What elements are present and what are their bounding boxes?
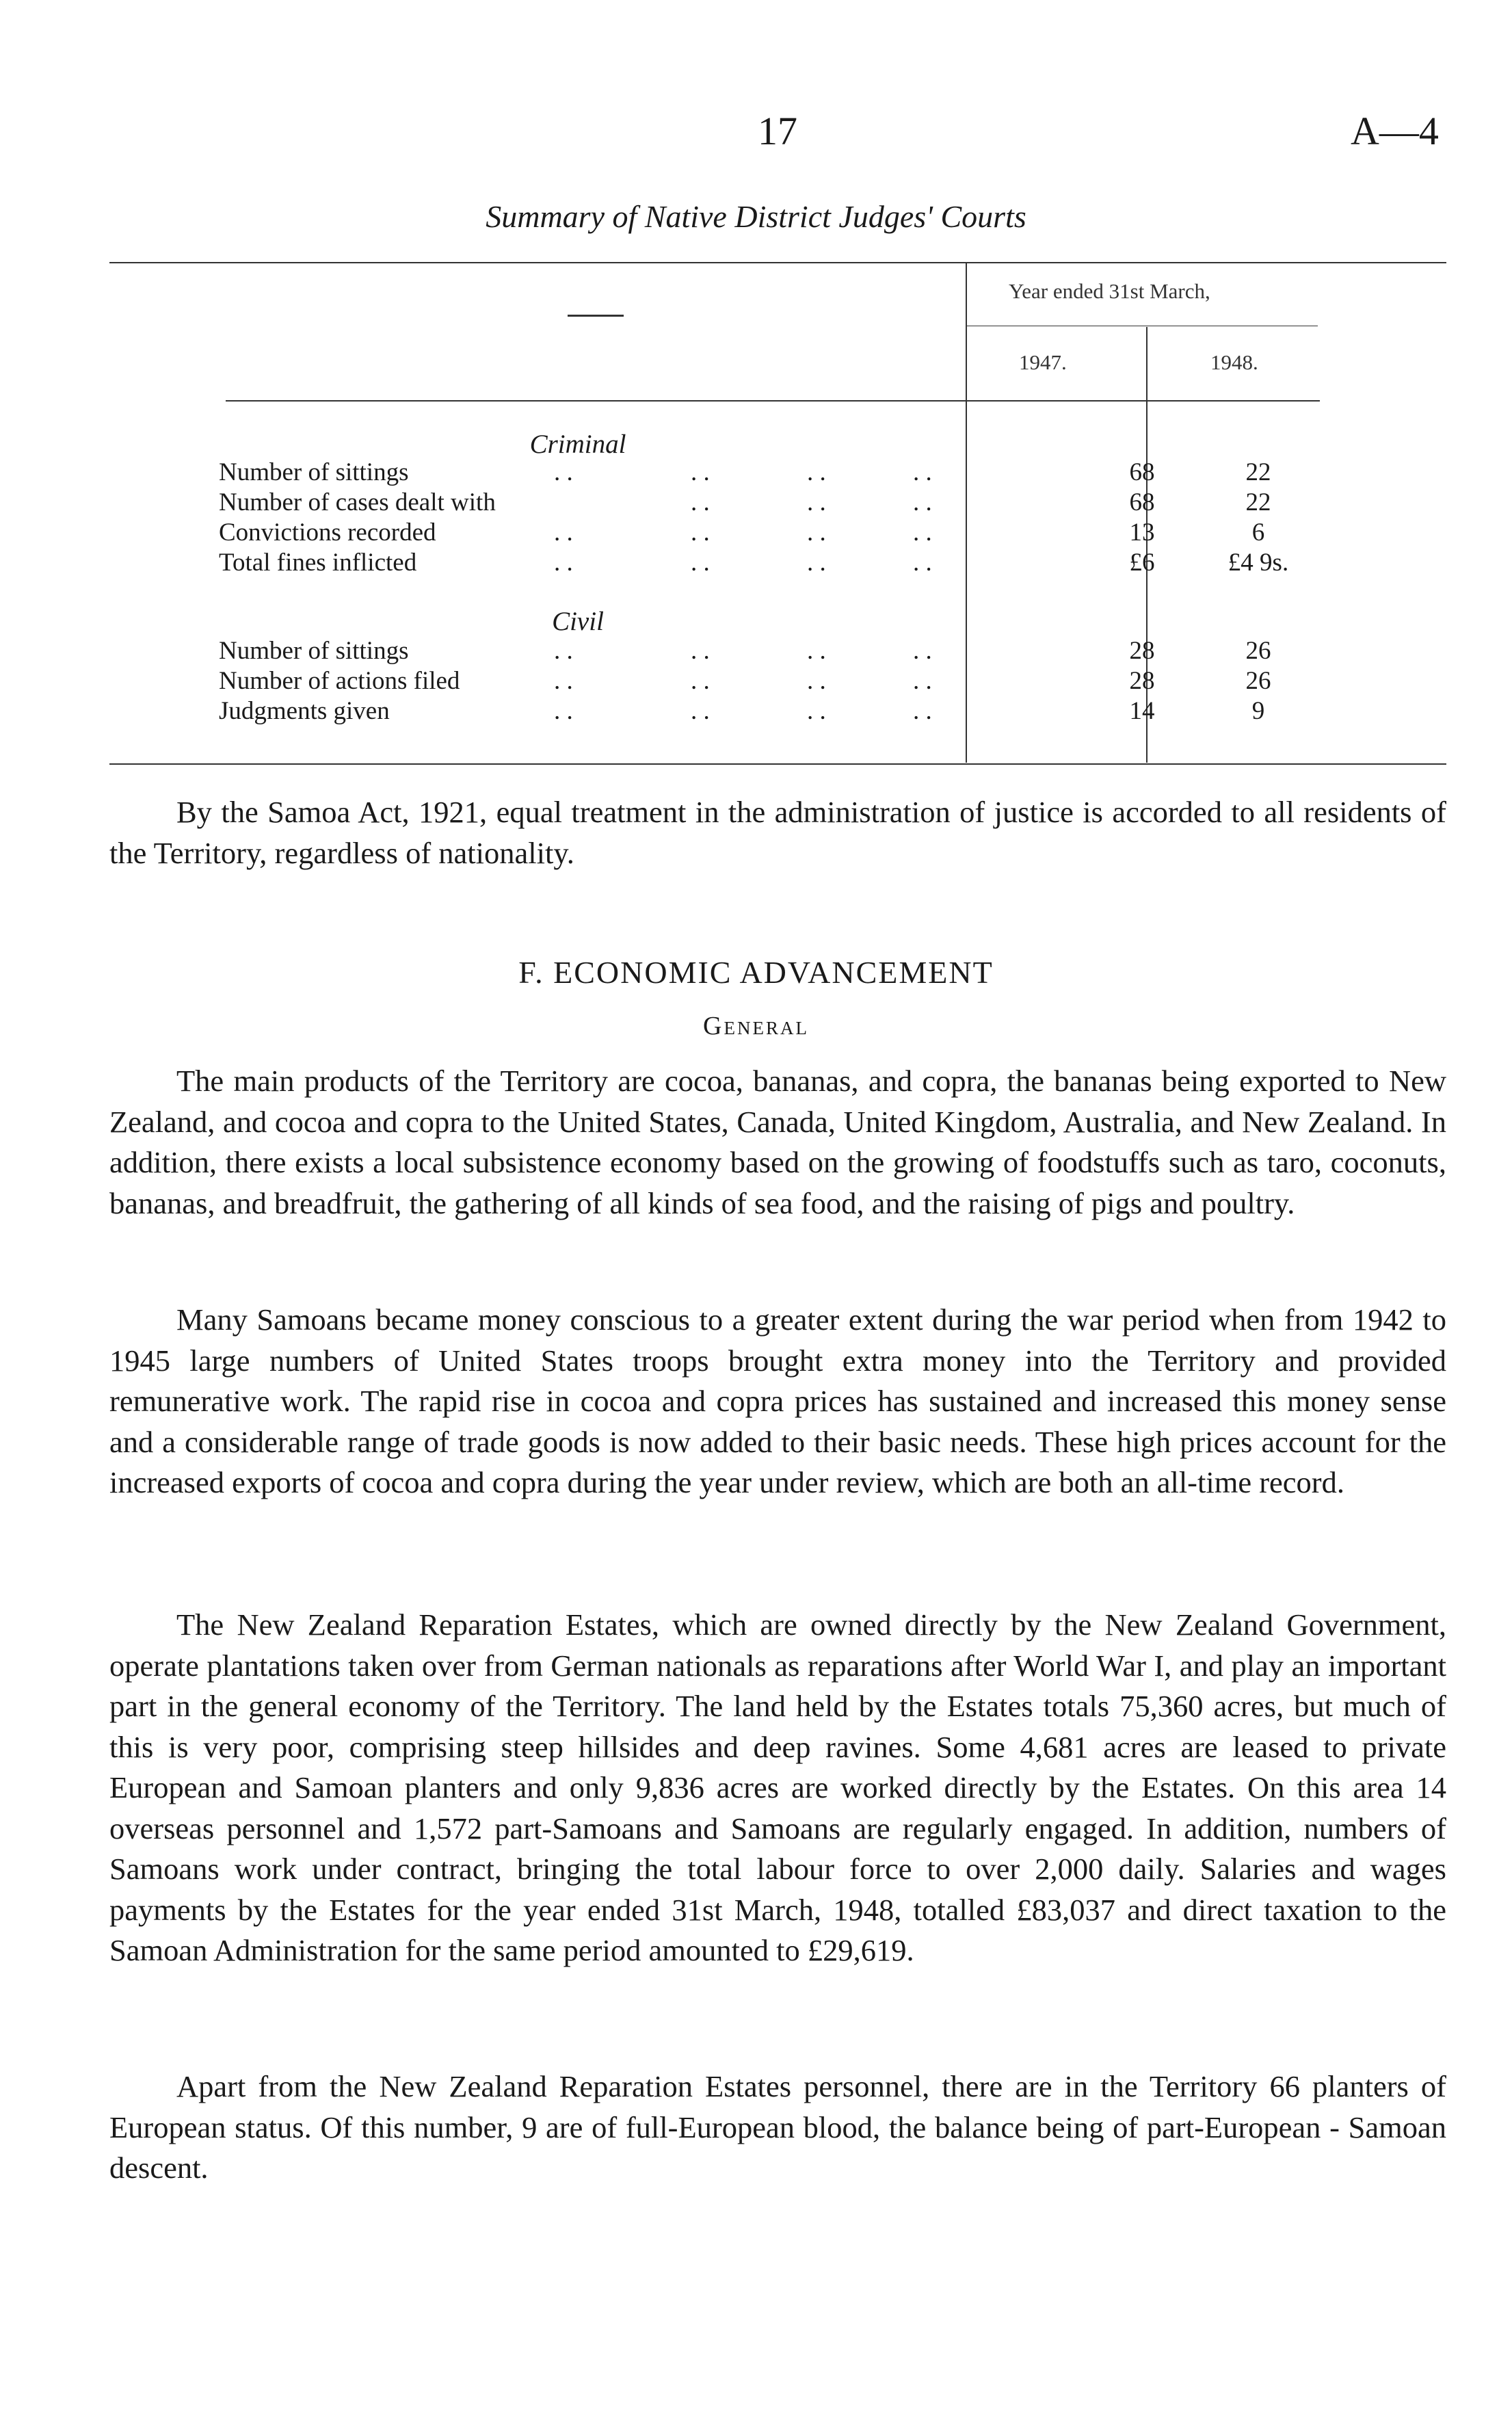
column-header-1948: 1948. xyxy=(1210,350,1258,374)
row-label: Judgments given xyxy=(219,697,390,725)
subsection-heading: General xyxy=(703,1012,809,1040)
value-1947: 68 xyxy=(1129,458,1155,486)
value-1948: 26 xyxy=(1245,667,1271,695)
value-1947: 13 xyxy=(1129,518,1155,547)
table-row: Convictions recorded . . . . . . . . 13 6 xyxy=(219,516,1354,549)
table-row: Total fines inflicted . . . . . . . . £6 £4 9s. xyxy=(219,547,1354,579)
group-title-criminal: Criminal xyxy=(529,430,626,459)
stub-header-dash xyxy=(568,315,624,317)
table-caption: Summary of Native District Judges' Courts xyxy=(486,199,1026,234)
intro-paragraph: By the Samoa Act, 1921, equal treatment in the administration of justice is accorded to all residents of the Territory, regardless of nationality. xyxy=(109,795,1446,870)
value-1947: 14 xyxy=(1129,697,1155,725)
value-1947: £6 xyxy=(1129,549,1155,577)
spanner-header: Year ended 31st March, xyxy=(1009,279,1210,303)
paragraph-products: The main products of the Territory are cocoa, bananas, and copra, the bananas being exported to New Zealand, and cocoa and copra to the United States, Canada, United Kingdom, Australia, and New Zealand. In addition, there exists a local subsistence economy based on the growing of foodstuffs such as taro, coconuts, bananas, and breadfruit, the gathering of all kinds of sea food, and the raising of pigs and poultry. xyxy=(109,1064,1446,1220)
column-header-1947: 1947. xyxy=(1019,350,1067,374)
value-1947: 28 xyxy=(1129,667,1155,695)
row-label: Number of cases dealt with xyxy=(219,488,496,516)
row-label: Number of sittings xyxy=(219,637,409,665)
table-bottom-rule xyxy=(109,763,1446,765)
page-number: 17 xyxy=(758,109,797,153)
value-1948: 6 xyxy=(1251,518,1265,547)
value-1948: 9 xyxy=(1251,697,1265,725)
paragraph-reparation-estates: The New Zealand Reparation Estates, which are owned directly by the New Zealand Government, operate plantations taken over from German nationals as reparations after World War I, and play an important part in the general economy of the Territory. The land held by the Estates totals 75,360 acres, but much of this is very poor, comprising steep hillsides and deep ravines. Some 4,681 acres are leased to private European and Samoan planters and only 9,836 acres are worked directly by the Estates. On this area 14 overseas personnel and 1,572 part-Samoans and Samoans are regularly engaged. In addition, numbers of Samoans work under contract, bringing the total labour force to over 2,000 daily. Salaries and wages payments by the Estates for the year ended 31st March, 1948, totalled £83,037 and direct taxation to the Samoan Administration for the same period amounted to £29,619. xyxy=(109,1607,1446,1967)
row-label: Convictions recorded xyxy=(219,518,436,547)
table-row: Number of actions filed . . . . . . . . 28 26 xyxy=(219,665,1354,698)
value-1947: 28 xyxy=(1129,637,1155,665)
row-label: Number of actions filed xyxy=(219,667,460,695)
value-1947: 68 xyxy=(1129,488,1155,516)
header-bottom-rule xyxy=(226,400,1320,402)
table-row: Number of cases dealt with . . . . . . 68 22 xyxy=(219,486,1354,519)
group-title-civil: Civil xyxy=(552,607,604,636)
table-row: Number of sittings . . . . . . . . 28 26 xyxy=(219,635,1354,668)
table-row: Judgments given . . . . . . . . 14 9 xyxy=(219,695,1354,728)
row-label: Number of sittings xyxy=(219,458,409,486)
row-label: Total fines inflicted xyxy=(219,549,417,577)
value-1948: 22 xyxy=(1245,458,1271,486)
paragraph-planters: Apart from the New Zealand Reparation Estates personnel, there are in the Territory 66 planters of European status. Of this number, 9 are of full-European blood, the balance being of part-European - Samoan descent. xyxy=(109,2069,1446,2185)
paragraph-money-conscious: Many Samoans became money conscious to a greater extent during the war period when from 1942 to 1945 large numbers of United States troops brought extra money into the Territory and provided remunerative work. The rapid rise in cocoa and copra prices has sustained and increased this money sense and a considerable range of trade goods is now added to their basic needs. These high prices account for the increased exports of cocoa and copra during the year under review, which are both an all-time record. xyxy=(109,1302,1446,1499)
value-1948: 22 xyxy=(1245,488,1271,516)
table-top-rule xyxy=(109,262,1446,263)
table-row: Number of sittings . . . . . . . . 68 22 xyxy=(219,456,1354,489)
document-reference: A—4 xyxy=(1351,109,1439,153)
section-heading: F. ECONOMIC ADVANCEMENT xyxy=(518,955,994,990)
value-1948: 26 xyxy=(1245,637,1271,665)
value-1948: £4 9s. xyxy=(1228,549,1289,577)
